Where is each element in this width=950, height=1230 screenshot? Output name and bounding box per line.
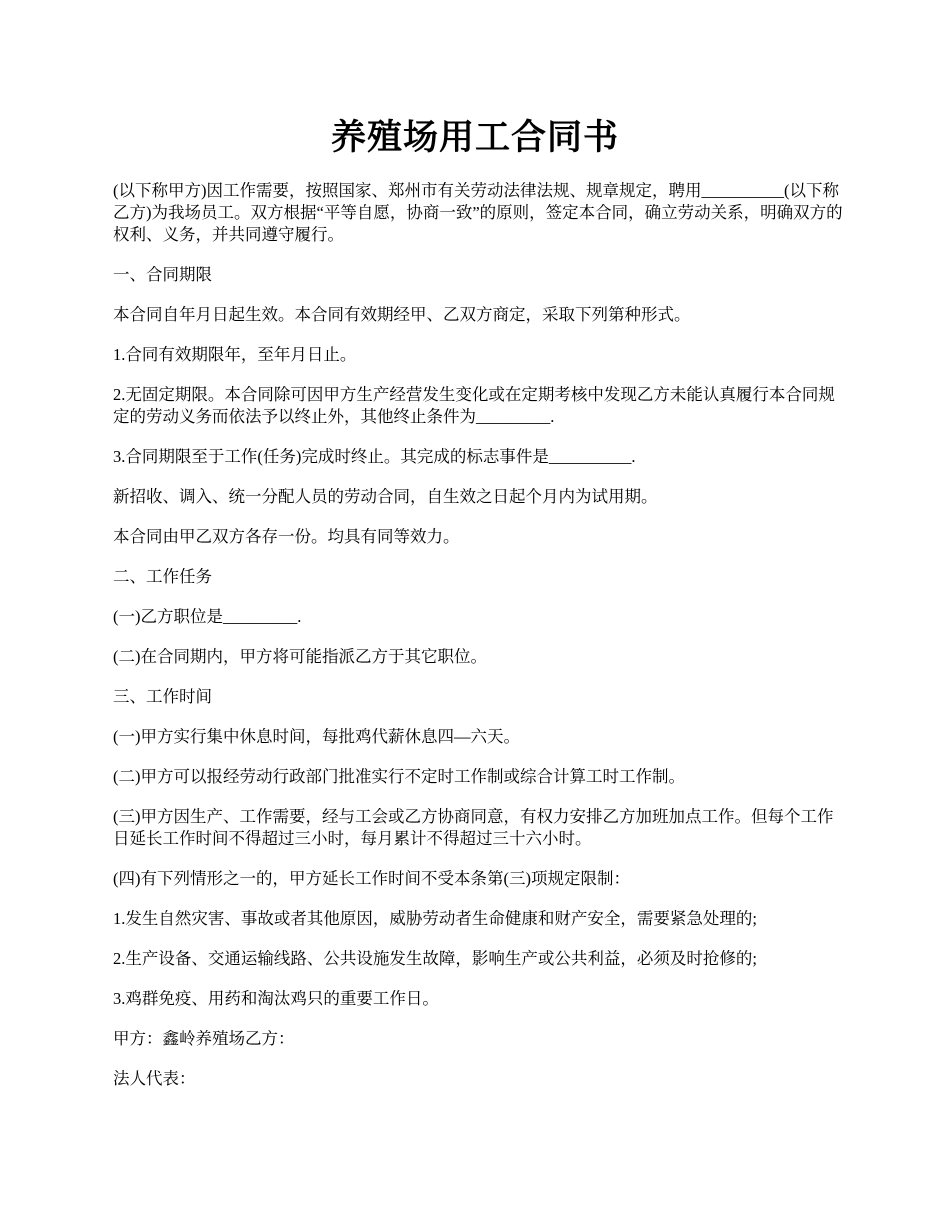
- document-title: 养殖场用工合同书: [330, 118, 619, 157]
- paragraph: 本合同由甲乙双方各存一份。均具有同等效力。: [113, 527, 460, 546]
- section-heading-contract-term: 一、合同期限: [113, 265, 212, 284]
- section-heading-work-task: 二、工作任务: [113, 567, 212, 586]
- paragraph: (四)有下列情形之一的，甲方延长工作时间不受本条第(三)项规定限制：: [113, 869, 630, 888]
- section-heading-work-time: 三、工作时间: [113, 687, 212, 706]
- paragraph: 新招收、调入、统一分配人员的劳动合同，自生效之日起个月内为试用期。: [113, 487, 658, 506]
- paragraph: (二)在合同期内，甲方将可能指派乙方于其它职位。: [113, 647, 487, 666]
- paragraph: 2.生产设备、交通运输线路、公共设施发生故障，影响生产或公共利益，必须及时抢修的;: [113, 949, 757, 968]
- paragraph: 3.合同期限至于工作(任务)完成时终止。其完成的标志事件是__________.: [113, 447, 636, 466]
- paragraph: 1.合同有效期限年，至年月日止。: [113, 345, 357, 364]
- intro-paragraph: (以下称甲方)因工作需要，按照国家、郑州市有关劳动法律法规、规章规定，聘用__________(以下称乙方)为我场员工。双方根据“平等自愿，协商一致”的原则，签定本合同，确立劳动关系，明确双方的权利、义务，并共同遵守履行。: [113, 181, 843, 244]
- paragraph: (二)甲方可以报经劳动行政部门批准实行不定时工作制或综合计算工时工作制。: [113, 767, 685, 786]
- paragraph: (三)甲方因生产、工作需要，经与工会或乙方协商同意，有权力安排乙方加班加点工作。但每个工作日延长工作时间不得超过三小时，每月累计不得超过三十六小时。: [113, 807, 834, 848]
- paragraph: 本合同自年月日起生效。本合同有效期经甲、乙双方商定，采取下列第种形式。: [113, 305, 691, 324]
- paragraph: 3.鸡群免疫、用药和淘汰鸡只的重要工作日。: [113, 989, 439, 1008]
- paragraph: (一)甲方实行集中休息时间，每批鸡代薪休息四—六天。: [113, 727, 520, 746]
- signature-party-line: 甲方：鑫岭养殖场乙方：: [113, 1029, 295, 1048]
- paragraph: (一)乙方职位是_________.: [113, 607, 302, 626]
- paragraph: 2.无固定期限。本合同除可因甲方生产经营发生变化或在定期考核中发现乙方未能认真履行本合同规定的劳动义务而依法予以终止外，其他终止条件为_________.: [113, 385, 835, 426]
- document-body: [113, 180, 843, 1108]
- signature-legal-representative: 法人代表：: [113, 1069, 196, 1088]
- paragraph: 1.发生自然灾害、事故或者其他原因，威胁劳动者生命健康和财产安全，需要紧急处理的;: [113, 909, 757, 928]
